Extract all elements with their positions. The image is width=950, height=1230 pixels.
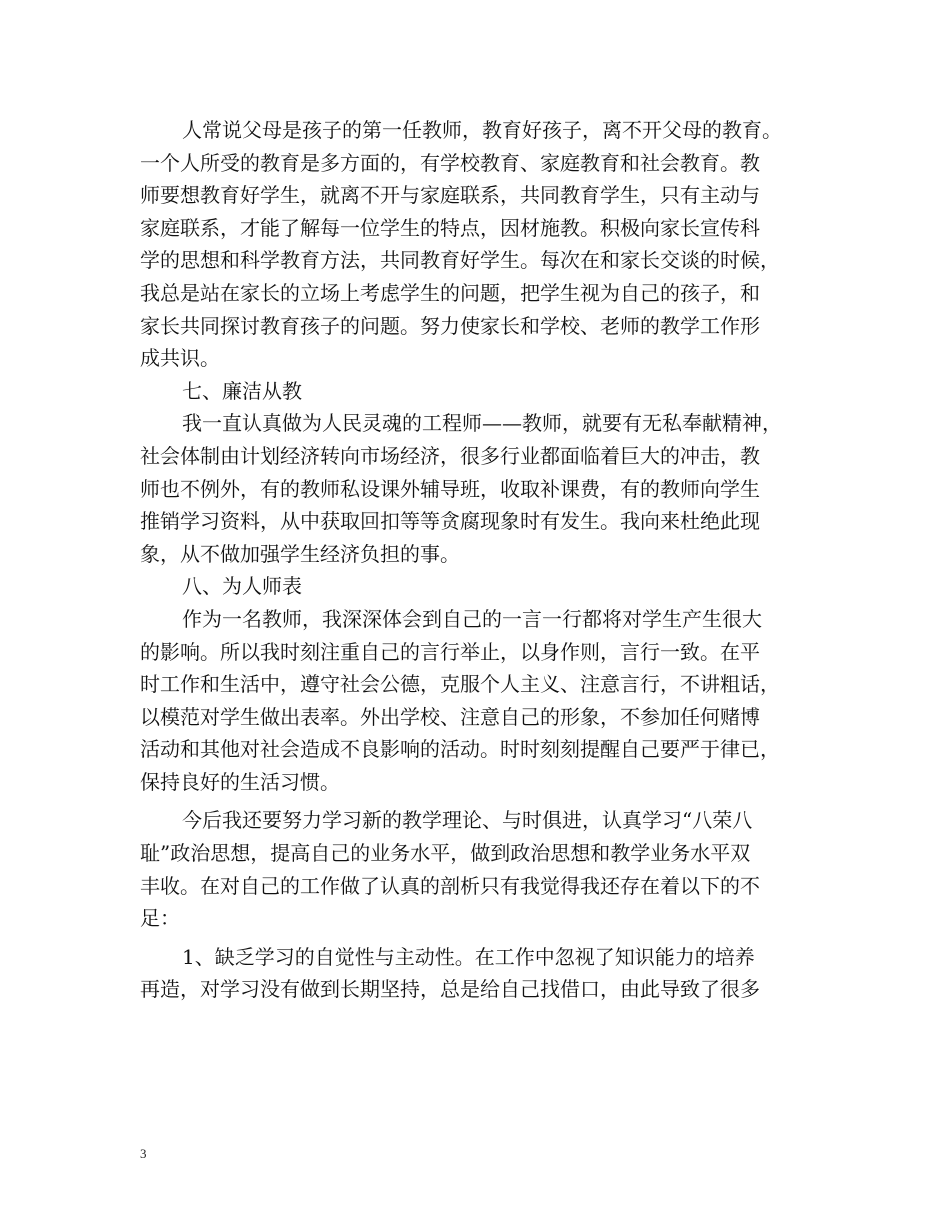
- text-line: 师也不例外，有的教师私设课外辅导班，收取补课费，有的教师向学生: [140, 476, 760, 501]
- text-line: 我总是站在家长的立场上考虑学生的问题，把学生视为自己的孩子，和: [140, 280, 760, 305]
- paragraph-integrity: [140, 407, 830, 570]
- text-line: 人常说父母是孩子的第一任教师，教育好孩子，离不开父母的教育。: [182, 118, 782, 142]
- text-line: 丰收。在对自己的工作做了认真的剖析只有我觉得我还存在着以下的不: [140, 873, 760, 898]
- section-heading-seven: [140, 375, 830, 408]
- text-line: 学的思想和科学教育方法，共同教育好学生。每次在和家长交谈的时候，: [140, 248, 780, 273]
- paragraph-parents-education: [140, 114, 830, 375]
- text-line: 推销学习资料，从中获取回扣等等贪腐现象时有发生。我向来杜绝此现: [140, 509, 760, 534]
- text-line: 足：: [140, 906, 180, 931]
- text-line: 再造，对学习没有做到长期坚持，总是给自己找借口，由此导致了很多: [140, 977, 760, 1002]
- text-line: 以模范对学生做出表率。外出学校、注意自己的形象，不参加任何赌博: [140, 704, 760, 729]
- text-line: 家长共同探讨教育孩子的问题。努力使家长和学校、老师的教学工作形: [140, 313, 760, 338]
- text-line: 活动和其他对社会造成不良影响的活动。时时刻刻提醒自己要严于律已，: [140, 737, 780, 762]
- text-line: 家庭联系，才能了解每一位学生的特点，因材施教。积极向家长宣传科: [140, 215, 760, 240]
- text-line: 成共识。: [140, 346, 220, 371]
- text-line: 时工作和生活中，遵守社会公德，克服个人主义、注意言行，不讲粗话，: [140, 672, 780, 697]
- text-line: 保持良好的生活习惯。: [140, 769, 340, 794]
- text-line: 1、缺乏学习的自觉性与主动性。在工作中忽视了知识能力的培养: [182, 944, 755, 969]
- text-line: 一个人所受的教育是多方面的，有学校教育、家庭教育和社会教育。教: [140, 150, 760, 175]
- page-number: 3: [140, 1146, 147, 1161]
- text-line: 耻”政治思想，提高自己的业务水平，做到政治思想和教学业务水平双: [140, 841, 751, 866]
- section-heading-eight: [140, 570, 830, 603]
- text-line: 的影响。所以我时刻注重自己的言行举止，以身作则，言行一致。在平: [140, 639, 760, 664]
- text-line: 象，从不做加强学生经济负担的事。: [140, 541, 460, 566]
- text-line: 作为一名教师，我深深体会到自己的一言一行都将对学生产生很大: [182, 606, 762, 631]
- section-heading: 七、廉洁从教: [182, 378, 302, 403]
- text-line: 我一直认真做为人民灵魂的工程师——教师，就要有无私奉献精神，: [182, 411, 782, 436]
- text-line: 今后我还要努力学习新的教学理论、与时俱进，认真学习“八荣八: [182, 808, 753, 833]
- text-line: 社会体制由计划经济转向市场经济，很多行业都面临着巨大的冲击，教: [140, 443, 760, 468]
- document-body: [140, 114, 830, 1006]
- paragraph-shortcoming-one: [140, 941, 830, 1006]
- text-line: 师要想教育好学生，就离不开与家庭联系，共同教育学生，只有主动与: [140, 183, 760, 208]
- paragraph-role-model: [140, 603, 830, 799]
- paragraph-future-plans: [140, 804, 830, 934]
- section-heading: 八、为人师表: [182, 574, 302, 599]
